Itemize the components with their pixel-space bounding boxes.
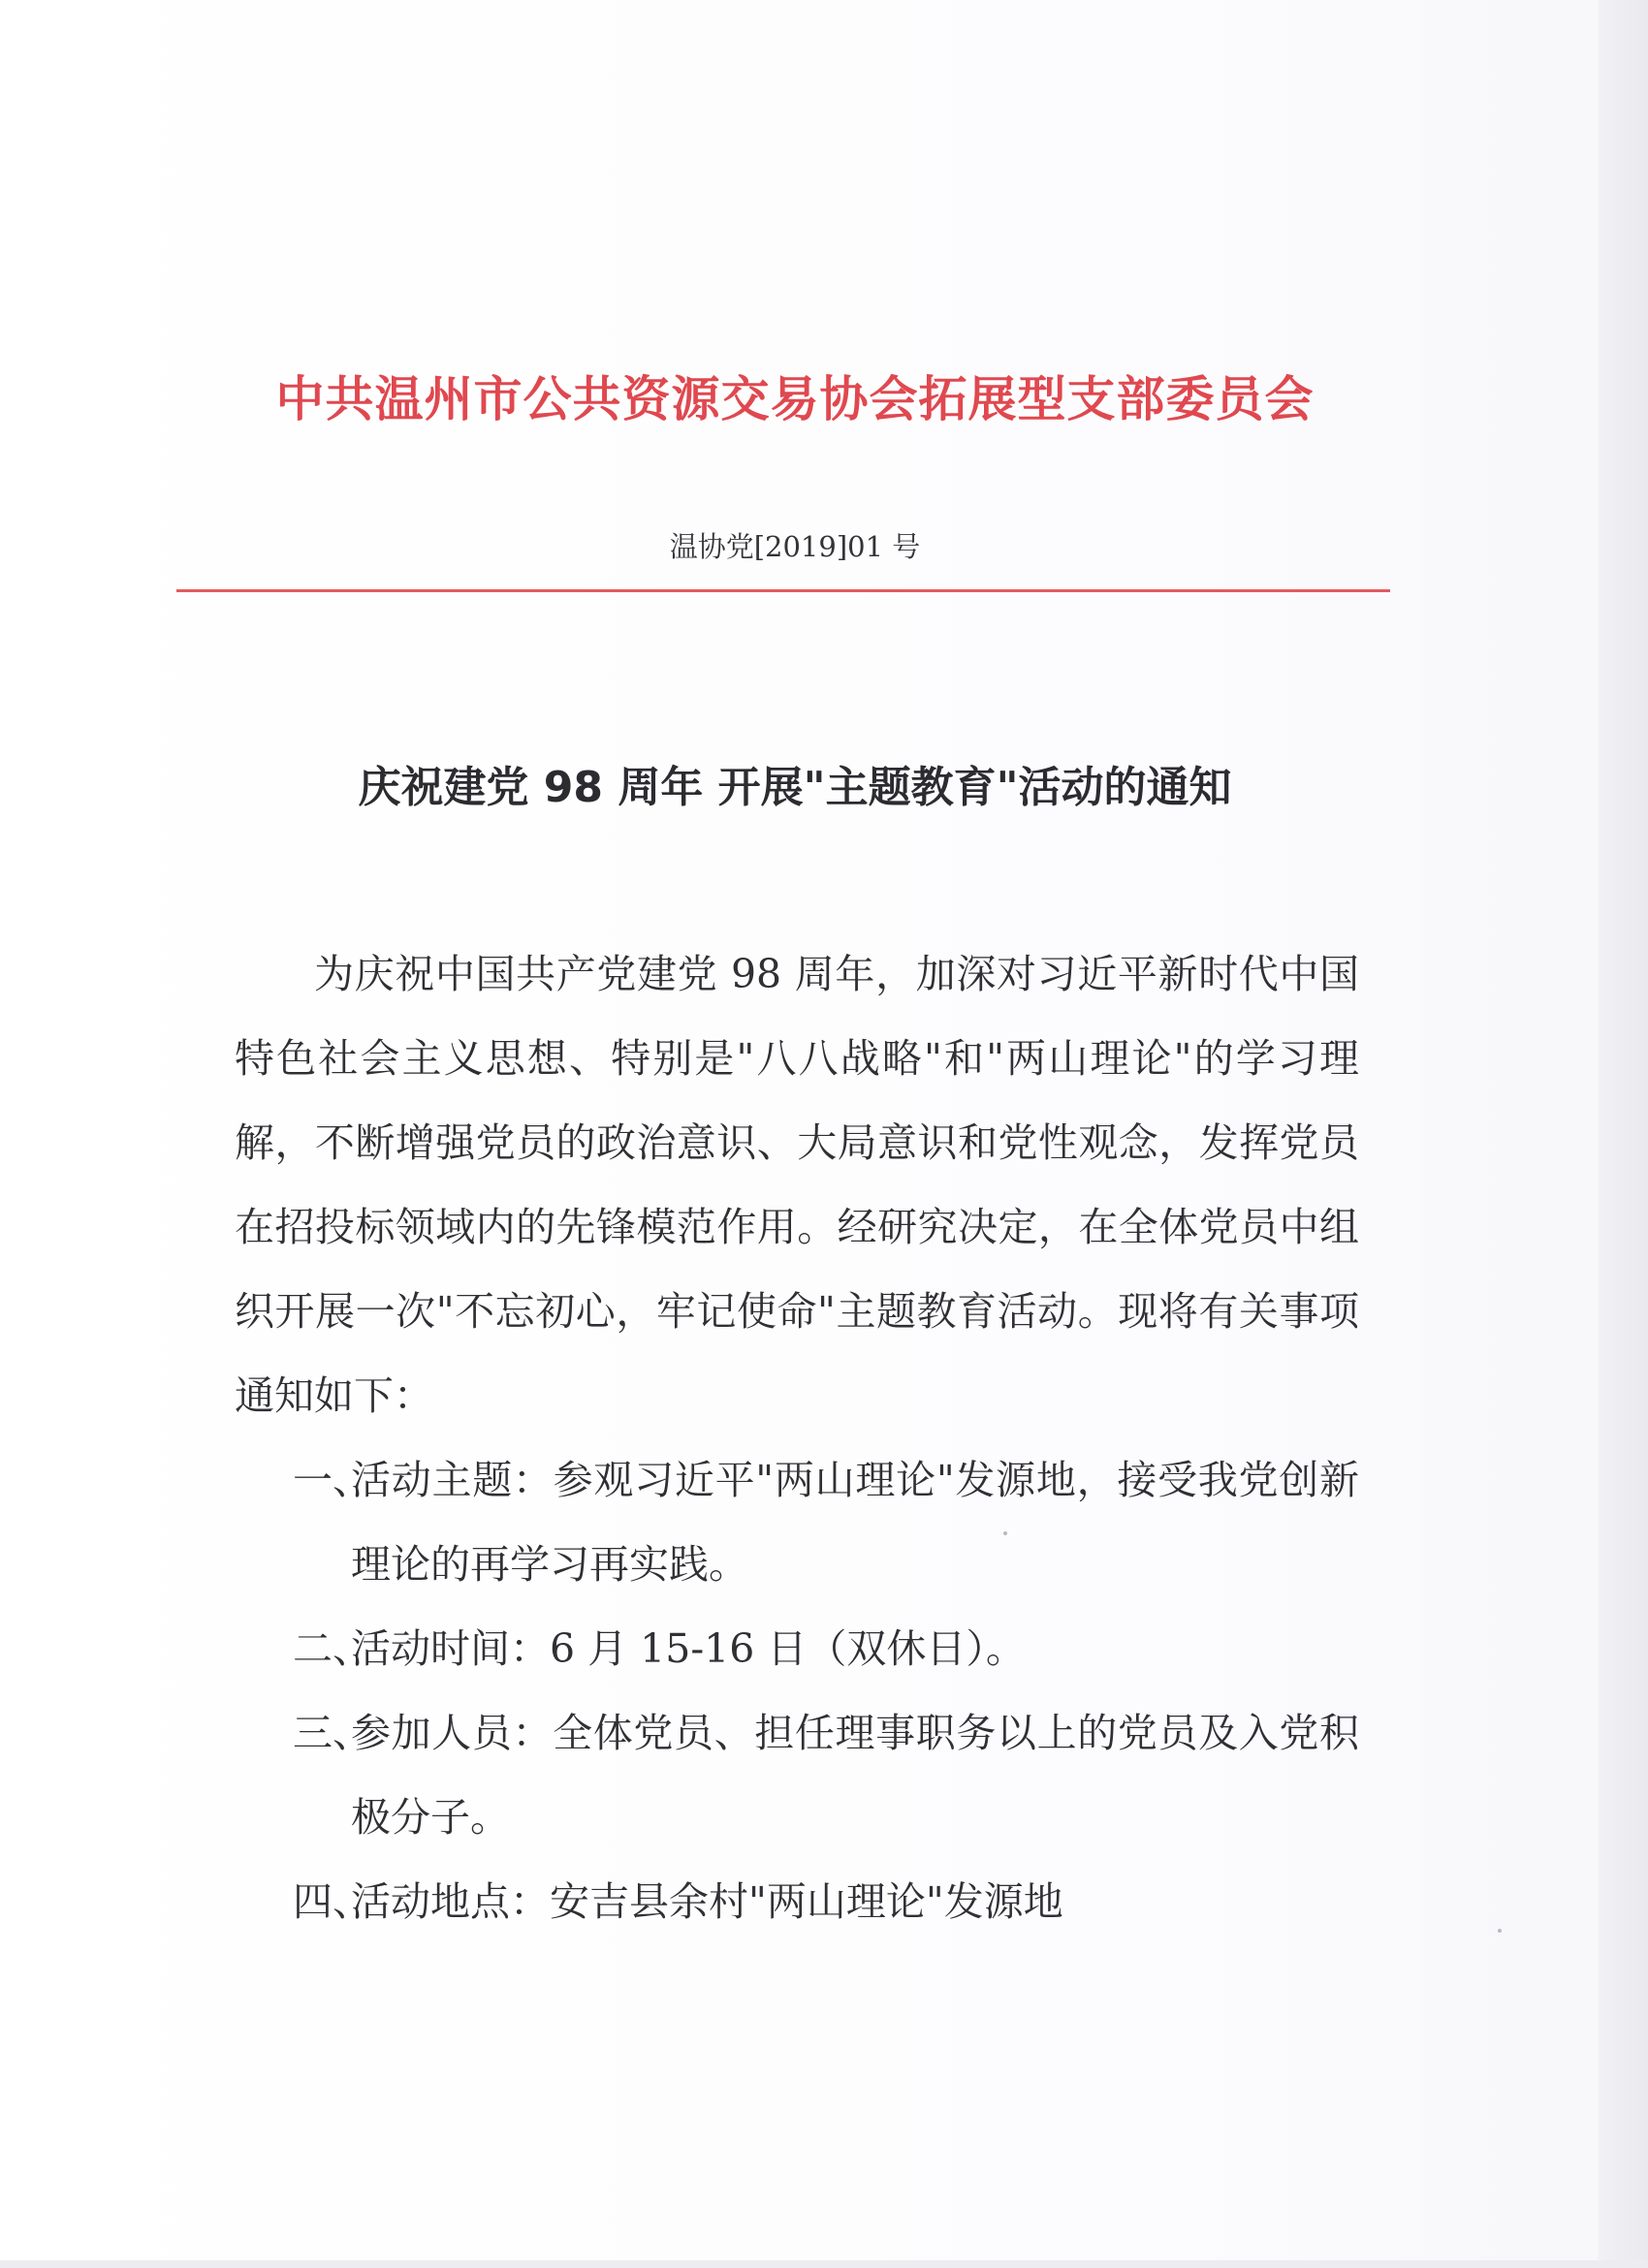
list-item-number: 一、: [293, 1457, 372, 1503]
list-item-text: 活动主题：参观习近平"两山理论"发源地，接受我党创新理论的再学习再实践。: [351, 1457, 1359, 1588]
list-item-number: 四、: [293, 1878, 372, 1925]
list-item: [235, 1860, 1359, 1944]
red-divider-rule: [176, 589, 1390, 592]
intro-paragraph: 为庆祝中国共产党建党 98 周年，加深对习近平新时代中国特色社会主义思想、特别是"八八战略"和"两山理论"的学习理解，不断增强党员的政治意识、大局意识和党性观念，发挥党员在招投标领域内的先锋模范作用。经研究决定，在全体党员中组织开展一次"不忘初心，牢记使命"主题教育活动。现将有关事项通知如下：: [235, 951, 1359, 1419]
scan-edge-shadow: [1598, 0, 1648, 2268]
list-item: [235, 1691, 1359, 1860]
document-number: 温协党[2019]01 号: [669, 530, 921, 563]
notice-body: [235, 932, 1359, 1944]
list-item-number: 三、: [293, 1710, 372, 1756]
list-item-text: 活动时间：6 月 15-16 日（双休日）。: [351, 1625, 1026, 1672]
list-item: [235, 1607, 1359, 1691]
scan-bottom-edge: [0, 2260, 1648, 2268]
list-item-number: 二、: [293, 1625, 372, 1672]
list-item: [235, 1438, 1359, 1607]
document-title: 庆祝建党 98 周年 开展"主题教育"活动的通知: [358, 763, 1232, 812]
paper-speck: [1498, 1929, 1502, 1933]
list-item-text: 参加人员：全体党员、担任理事职务以上的党员及入党积极分子。: [351, 1710, 1359, 1841]
list-item-text: 活动地点：安吉县余村"两山理论"发源地: [351, 1878, 1063, 1925]
issuing-organization-header: 中共温州市公共资源交易协会拓展型支部委员会: [275, 370, 1315, 427]
